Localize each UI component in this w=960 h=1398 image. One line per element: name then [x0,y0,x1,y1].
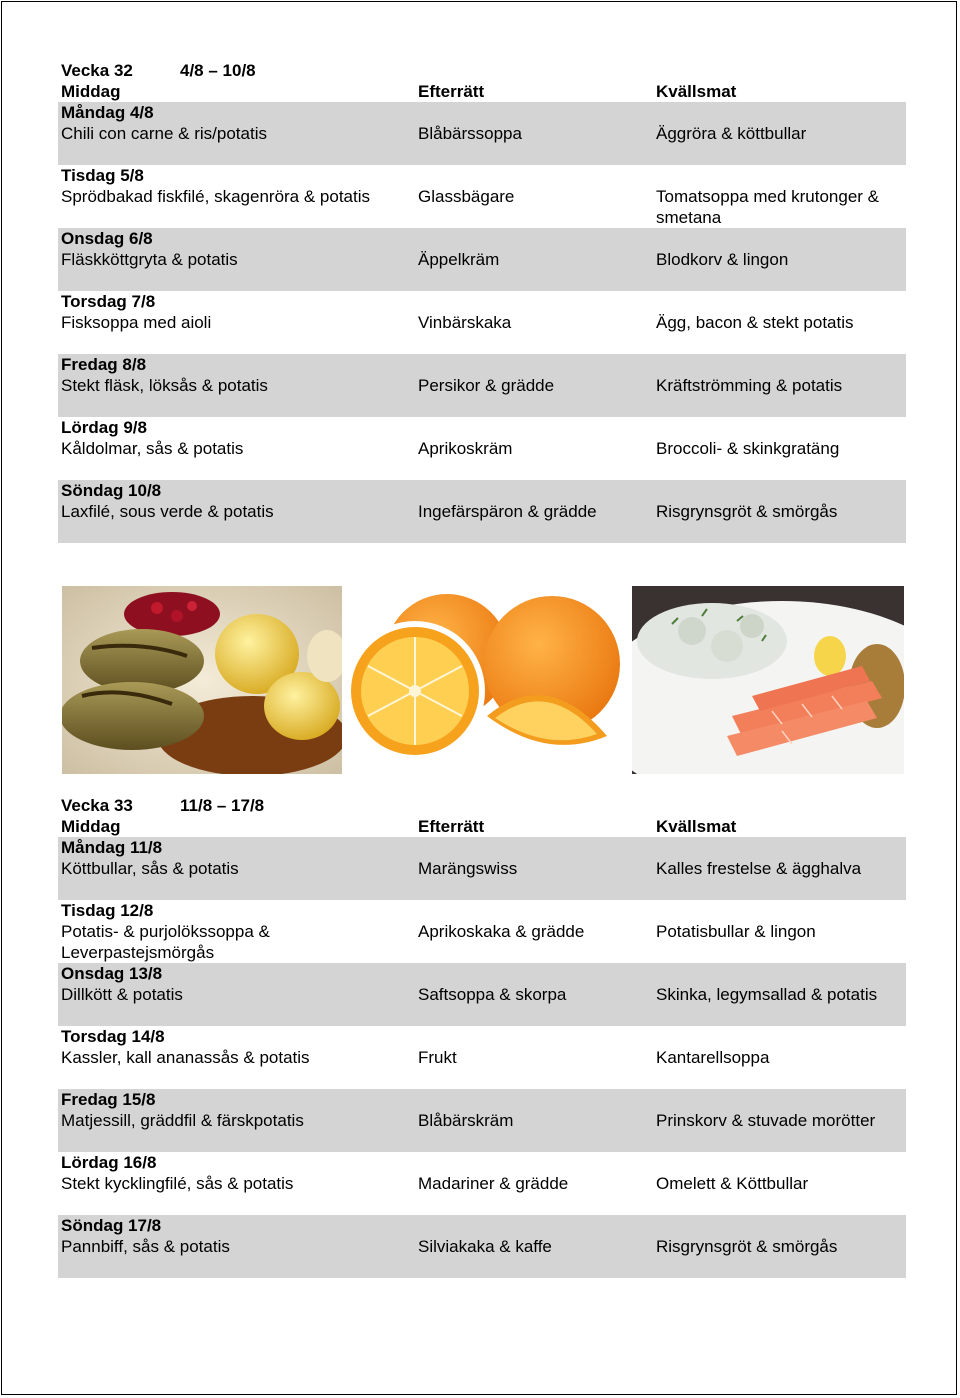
efterratt-dish: Madariner & grädde [418,1174,569,1193]
kvallsmat-dish: Risgrynsgröt & smörgås [656,502,838,521]
middag-dish: Stekt fläsk, löksås & potatis [61,376,268,395]
efterratt-dish: Blåbärssoppa [418,124,522,143]
efterratt-dish: Saftsoppa & skorpa [418,985,567,1004]
kvallsmat-dish: Kantarellsoppa [656,1048,770,1067]
food-photos [62,586,904,774]
day-block [58,291,906,354]
day-block [58,1026,906,1089]
kvallsmat-dish: Broccoli- & skinkgratäng [656,439,840,458]
efterratt-dish: Frukt [418,1048,457,1067]
kvallsmat-dish: Tomatsoppa med krutonger & smetana [656,187,880,227]
column-headers [58,816,906,837]
middag-dish: Dillkött & potatis [61,985,183,1004]
column-header-middag: Middag [61,817,121,836]
day-block [58,1215,906,1278]
middag-dish: Laxfilé, sous verde & potatis [61,502,274,521]
day-block [58,837,906,900]
day-name: Söndag 17/8 [61,1216,162,1235]
middag-dish: Kassler, kall ananassås & potatis [61,1048,310,1067]
middag-dish: Fisksoppa med aioli [61,313,212,332]
efterratt-dish: Glassbägare [418,187,515,206]
day-block [58,165,906,228]
day-block [58,1152,906,1215]
column-header-efterratt: Efterrätt [418,82,485,101]
day-name: Måndag 11/8 [61,838,163,857]
day-block [58,963,906,1026]
middag-dish: Matjessill, gräddfil & färskpotatis [61,1111,304,1130]
kvallsmat-dish: Skinka, legymsallad & potatis [656,985,878,1004]
day-name: Tisdag 12/8 [61,901,154,920]
week-32-menu [58,60,906,543]
kvallsmat-dish: Blodkorv & lingon [656,250,789,269]
column-header-middag: Middag [61,82,121,101]
salmon-plate-photo [632,586,904,774]
day-name: Måndag 4/8 [61,103,154,122]
day-name: Fredag 8/8 [61,355,147,374]
week-label: Vecka 33 [61,796,133,815]
kvallsmat-dish: Kalles frestelse & ägghalva [656,859,862,878]
day-block [58,1089,906,1152]
middag-dish: Köttbullar, sås & potatis [61,859,239,878]
week-header [58,60,906,81]
kvallsmat-dish: Äggröra & köttbullar [656,124,807,143]
efterratt-dish: Persikor & grädde [418,376,555,395]
efterratt-dish: Vinbärskaka [418,313,512,332]
day-block [58,228,906,291]
middag-dish: Sprödbakad fiskfilé, skagenröra & potatis [61,187,371,206]
efterratt-dish: Ingefärspäron & grädde [418,502,597,521]
week-33-menu [58,795,906,1278]
cabbage-rolls-photo [62,586,342,774]
column-header-efterratt: Efterrätt [418,817,485,836]
column-headers [58,81,906,102]
middag-dish: Pannbiff, sås & potatis [61,1237,230,1256]
kvallsmat-dish: Potatisbullar & lingon [656,922,816,941]
efterratt-dish: Silviakaka & kaffe [418,1237,552,1256]
column-header-kvallsmat: Kvällsmat [656,82,737,101]
efterratt-dish: Aprikoskaka & grädde [418,922,585,941]
kvallsmat-dish: Risgrynsgröt & smörgås [656,1237,838,1256]
efterratt-dish: Blåbärskräm [418,1111,514,1130]
day-block [58,900,906,963]
efterratt-dish: Marängswiss [418,859,518,878]
day-name: Lördag 9/8 [61,418,147,437]
efterratt-dish: Äppelkräm [418,250,500,269]
middag-dish: Chili con carne & ris/potatis [61,124,267,143]
column-header-kvallsmat: Kvällsmat [656,817,737,836]
day-name: Fredag 15/8 [61,1090,156,1109]
day-name: Onsdag 13/8 [61,964,163,983]
day-name: Tisdag 5/8 [61,166,144,185]
kvallsmat-dish: Omelett & Köttbullar [656,1174,809,1193]
week-label: Vecka 32 [61,61,133,80]
day-block [58,102,906,165]
day-block [58,354,906,417]
oranges-photo [347,586,627,774]
day-name: Lördag 16/8 [61,1153,157,1172]
day-block [58,480,906,543]
middag-dish: Stekt kycklingfilé, sås & potatis [61,1174,294,1193]
middag-dish: Fläskköttgryta & potatis [61,250,238,269]
week-dates: 11/8 – 17/8 [180,796,265,815]
day-name: Torsdag 7/8 [61,292,156,311]
day-name: Söndag 10/8 [61,481,162,500]
week-header [58,795,906,816]
week-dates: 4/8 – 10/8 [180,61,256,80]
efterratt-dish: Aprikoskräm [418,439,513,458]
menu-page [1,1,957,1395]
kvallsmat-dish: Kräftströmming & potatis [656,376,843,395]
kvallsmat-dish: Ägg, bacon & stekt potatis [656,313,854,332]
day-name: Torsdag 14/8 [61,1027,165,1046]
middag-dish: Kåldolmar, sås & potatis [61,439,244,458]
day-block [58,417,906,480]
day-name: Onsdag 6/8 [61,229,153,248]
middag-dish: Potatis- & purjolökssoppa & Leverpastejsmörgås [61,922,270,962]
kvallsmat-dish: Prinskorv & stuvade morötter [656,1111,876,1130]
